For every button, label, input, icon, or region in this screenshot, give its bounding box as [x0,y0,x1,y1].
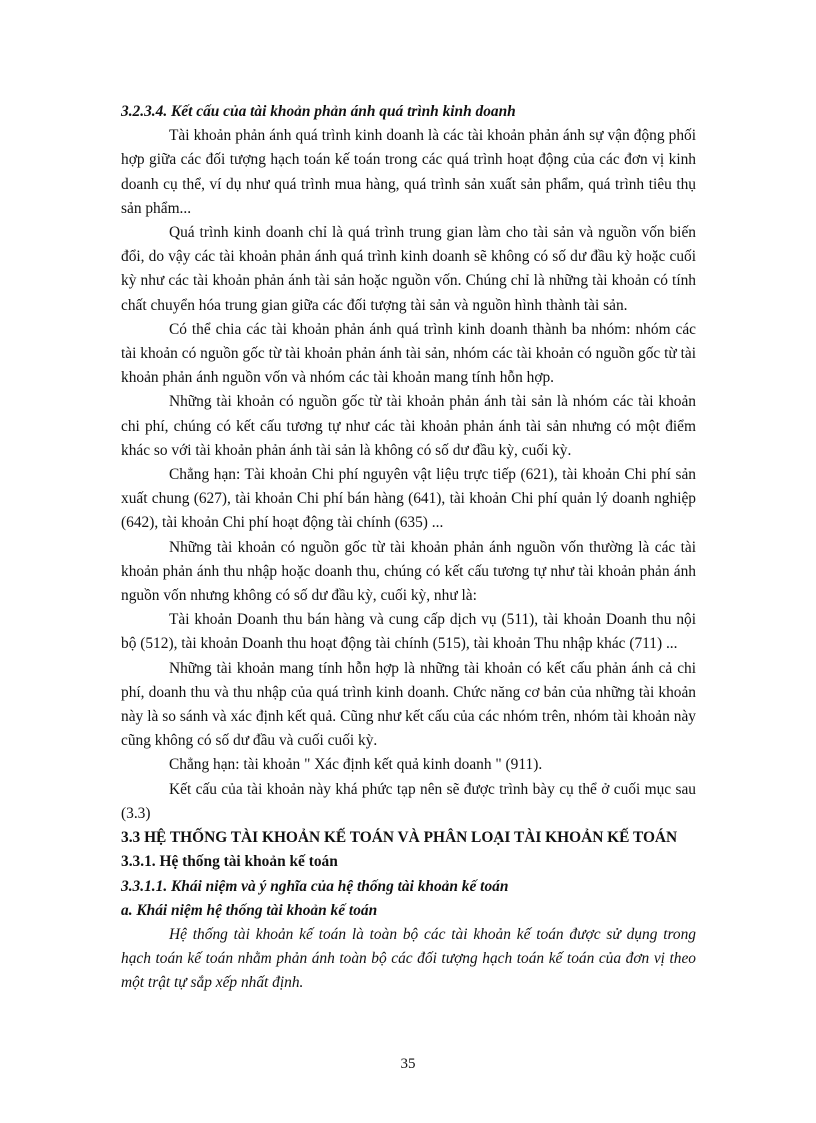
paragraph: Tài khoản Doanh thu bán hàng và cung cấp dịch vụ (511), tài khoản Doanh thu nội bộ (512), tài khoản Doanh thu hoạt động tài chính (515), tài khoản Thu nhập khác (711) ... [121,611,696,653]
paragraph: Chẳng hạn: tài khoản " Xác định kết quả kinh doanh " (911). [169,756,543,774]
section-heading-3-2-3-4: 3.2.3.4. Kết cấu của tài khoản phản ánh quá trình kinh doanh [121,103,516,120]
subsection-heading-a: a. Khái niệm hệ thống tài khoản kế toán [121,901,378,919]
paragraph: Những tài khoản có nguồn gốc từ tài khoản phản ánh nguồn vốn thường là các tài khoản phản ánh thu nhập hoặc doanh thu, chúng có kết cấu tương tự như tài khoản phản ánh nguồn vốn nhưng không có số dư đầu kỳ, cuối kỳ, như là: [121,538,696,605]
paragraph: Chẳng hạn: Tài khoản Chi phí nguyên vật liệu trực tiếp (621), tài khoản Chi phí sản xuất chung (627), tài khoản Chi phí bán hàng (641), tài khoản Chi phí quản lý doanh nghiệp (642), tài khoản Chi phí hoạt động tài chính (635) ... [121,466,696,532]
paragraph: Kết cấu của tài khoản này khá phức tạp nên sẽ được trình bày cụ thể ở cuối mục sau (3.3) [121,780,696,822]
paragraph: Những tài khoản có nguồn gốc từ tài khoản phản ánh tài sản là nhóm các tài khoản chi phí, chúng có kết cấu tương tự như các tài khoản phản ánh tài sản nhưng có một điểm khác so với tài khoản phản ánh tài sản là không có số dư đầu kỳ, cuối kỳ. [121,393,696,459]
section-heading-3-3: 3.3 HỆ THỐNG TÀI KHOẢN KẾ TOÁN VÀ PHÂN LOẠI TÀI KHOẢN KẾ TOÁN [121,829,678,847]
section-heading-3-3-1-1: 3.3.1.1. Khái niệm và ý nghĩa của hệ thống tài khoản kế toán [121,877,509,895]
section-heading-3-3-1: 3.3.1. Hệ thống tài khoản kế toán [121,853,338,871]
paragraph: Quá trình kinh doanh chỉ là quá trình trung gian làm cho tài sản và nguồn vốn biến đổi, do vậy các tài khoản phản ánh quá trình kinh doanh sẽ không có số dư đầu kỳ hoặc cuối kỳ như các tài khoản phản ánh tài sản hoặc nguồn vốn. Chúng chỉ là những tài khoản có tính chất chuyển hóa trung gian giữa các đối tượng tài sản và nguồn hình thành tài sản. [121,224,696,314]
paragraph: Những tài khoản mang tính hỗn hợp là những tài khoản có kết cấu phản ánh cả chi phí, doanh thu và thu nhập của quá trình kinh doanh. Chức năng cơ bản của những tài khoản này là so sánh và xác định kết quả. Cũng như kết cấu của các nhóm trên, nhóm tài khoản này cũng không có số dư đầu và cuối cuối kỳ. [121,659,696,750]
page-number: 35 [400,1056,416,1072]
paragraph: Có thể chia các tài khoản phản ánh quá trình kinh doanh thành ba nhóm: nhóm các tài khoản có nguồn gốc từ tài khoản phản ánh tài sản, nhóm các tài khoản có nguồn gốc từ tài khoản phản ánh nguồn vốn và nhóm các tài khoản mang tính hỗn hợp. [121,320,696,387]
definition-paragraph: Hệ thống tài khoản kế toán là toàn bộ các tài khoản kế toán được sử dụng trong hạch toán kế toán nhằm phản ánh toàn bộ các đối tượng hạch toán kế toán của đơn vị theo một trật tự sắp xếp nhất định. [121,925,696,992]
document-body [121,100,696,996]
paragraph: Tài khoản phản ánh quá trình kinh doanh là các tài khoản phản ánh sự vận động phối hợp giữa các đối tượng hạch toán kế toán trong các quá trình hoạt động của các đơn vị kinh doanh cụ thể, ví dụ như quá trình mua hàng, quá trình sản xuất sản phẩm, quá trình tiêu thụ sản phẩm... [121,127,696,217]
